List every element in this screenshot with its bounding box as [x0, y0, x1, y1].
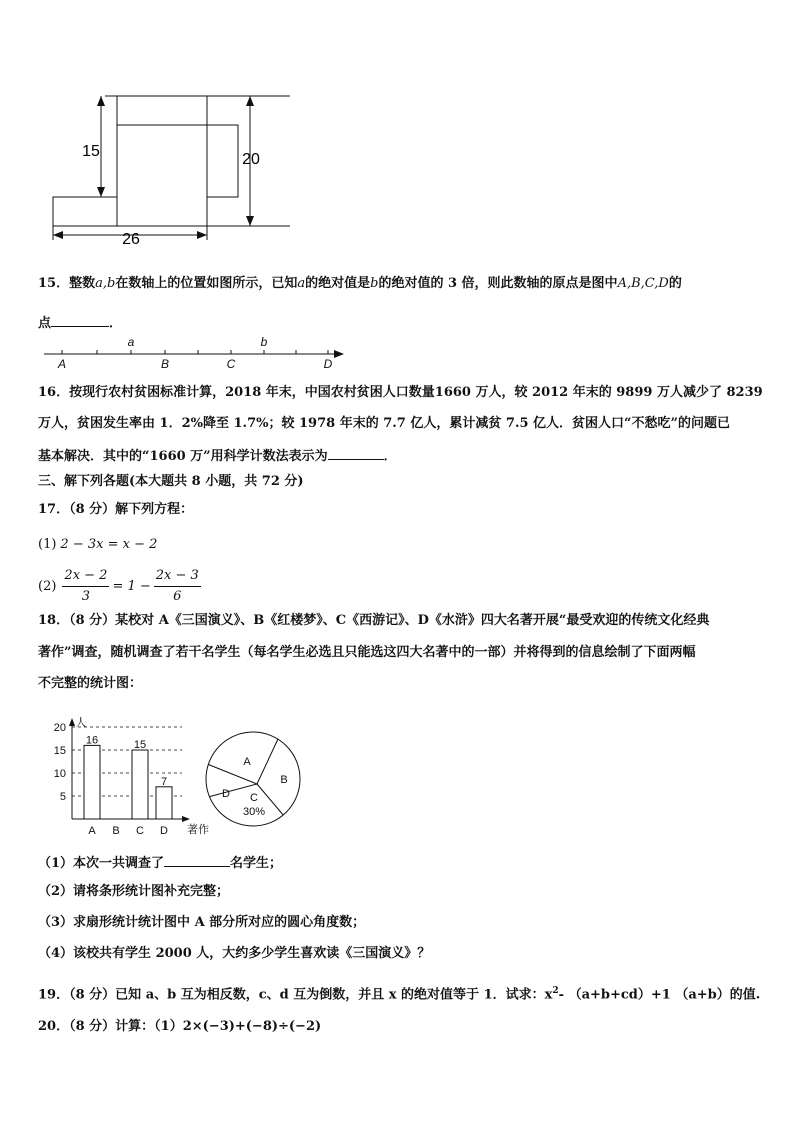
- q15-vars-ab: a,b: [95, 276, 116, 291]
- q15-text-e: 的: [668, 276, 682, 291]
- q15-line2-text: 点: [38, 316, 52, 331]
- q16-line2: 万人，贫困发生率由 1．2%降至 1.7%；较 1978 年末的 7.7 亿人，累计减贫 7.5 亿人．贫困人口“不愁吃”的问题已: [38, 416, 730, 431]
- q18-line2: 著作”调查，随机调查了若干名学生（每名学生必选且只能选这四大名著中的一部）并将得到的信息绘制了下面两幅: [38, 645, 696, 660]
- pie-label-A: A: [243, 756, 251, 768]
- rectangle-diagram: [45, 90, 305, 250]
- q15-text-b: 在数轴上的位置如图所示，已知: [115, 276, 298, 291]
- q16-end: ．: [383, 449, 397, 464]
- q19-text-a: 19．（8 分）已知 a、b 互为相反数，c、d 互为倒数，并且 x 的绝对值等于 1．试求：x: [38, 987, 553, 1003]
- q17-eq1-label: (1): [38, 537, 57, 552]
- q18-sub4: （4）该校共有学生 2000 人，大约多少学生喜欢读《三国演义》？: [38, 946, 431, 961]
- q16-line3: [38, 445, 397, 467]
- q15-text-c: 的绝对值是: [305, 276, 371, 291]
- q17-equation-1: [38, 535, 157, 555]
- bar-D: [156, 787, 172, 819]
- q15-answer-blank[interactable]: [51, 312, 109, 327]
- y-axis-arrow: [69, 718, 75, 726]
- q15-number: 15．: [38, 276, 70, 291]
- q16-line1: 16．按现行农村贫困标准计算，2018 年末，中国农村贫困人口数量1660 万人，较 2012 年末的 9899 万人减少了 8239: [38, 385, 763, 400]
- q18-line1: 18．（8 分）某校对 A《三国演义》、B《红楼梦》、C《西游记》、D《水浒》四大名著开展“最受欢迎的传统文化经典: [38, 613, 710, 628]
- pie-value-C: 30%: [242, 806, 266, 818]
- q15-var-b: b: [370, 276, 379, 291]
- q17-eq1: 2 − 3x = x − 2: [60, 537, 158, 552]
- q15-text-d: 的绝对值的 3 倍，则此数轴的原点是图中: [378, 276, 618, 291]
- y-tick-20: 20: [53, 722, 66, 734]
- q17-eq2-label: (2): [38, 578, 57, 594]
- q16-answer-blank[interactable]: [328, 445, 384, 460]
- pie-chart: [202, 728, 304, 830]
- q15-end: ．: [109, 316, 123, 331]
- bar-A: [84, 745, 100, 819]
- axis-label-B: B: [160, 357, 170, 371]
- axis-label-C: C: [226, 357, 236, 371]
- q18-sub2: （2）请将条形统计图补充完整；: [38, 884, 230, 899]
- axis-label-D: D: [323, 357, 333, 371]
- x-tick-D: D: [160, 825, 168, 837]
- q15-line2: [38, 312, 122, 334]
- x-axis-label: 著作: [187, 824, 209, 836]
- q18-sub1: [38, 852, 282, 874]
- q15-line1: [38, 274, 682, 294]
- q17-eq2-mid: = 1 −: [112, 578, 151, 594]
- x-tick-B: B: [112, 825, 120, 837]
- section-3-heading: 三、解下列各题(本大题共 8 小题，共 72 分): [38, 474, 304, 489]
- bar-label-C: 15: [133, 739, 147, 751]
- q19-text-b: - （a+b+cd）+1 （a+b）的值.: [558, 987, 761, 1003]
- bar-C: [132, 750, 148, 819]
- q16-line3-text: 基本解决．其中的“1660 万”用科学计数法表示为: [38, 449, 328, 464]
- label-26: 26: [122, 231, 140, 248]
- y-tick-5: 5: [59, 791, 66, 803]
- x-tick-A: A: [88, 825, 96, 837]
- label-15: 15: [82, 143, 100, 160]
- bar-label-A: 16: [85, 734, 99, 747]
- q15-var-a: a: [297, 276, 306, 291]
- bar-chart: [40, 716, 215, 841]
- y-tick-15: 15: [53, 745, 66, 757]
- bar-label-D: 7: [160, 775, 168, 788]
- q20-text: 20．（8 分）计算：（1）2×(−3)+(−8)÷(−2): [38, 1019, 322, 1034]
- q18-sub1-end: 名学生；: [230, 856, 283, 871]
- q18-answer-blank[interactable]: [164, 852, 230, 867]
- y-axis-label: 人: [75, 717, 87, 729]
- q15-text-a: 整数: [69, 276, 96, 291]
- q17-fraction-2: $\frac{2x - 3}{6}$: [155, 568, 199, 604]
- y-tick-10: 10: [53, 768, 66, 780]
- label-20: 20: [242, 151, 260, 168]
- axis-label-a: a: [127, 335, 135, 349]
- pie-label-C: C: [250, 792, 258, 804]
- q15-choices: A,B,C,D: [617, 276, 669, 291]
- q19-text: [38, 981, 760, 1005]
- axis-label-b: b: [260, 335, 268, 349]
- q17-fraction-1: $\frac{2x - 2}{3}$: [64, 568, 108, 604]
- q17-title: 17．（8 分）解下列方程：: [38, 502, 194, 517]
- number-line: [40, 334, 350, 374]
- pie-label-D: D: [222, 788, 230, 800]
- x-tick-C: C: [136, 825, 144, 837]
- axis-label-A: A: [57, 357, 67, 371]
- q18-line3: 不完整的统计图：: [38, 676, 143, 691]
- q18-sub3: （3）求扇形统计统计图中 A 部分所对应的圆心角度数；: [38, 915, 366, 930]
- q19-exponent: 2: [552, 986, 559, 996]
- x-axis-arrow: [182, 816, 190, 822]
- q18-sub1-text: （1）本次一共调查了: [38, 856, 165, 871]
- pie-label-B: B: [280, 774, 288, 786]
- q17-equation-2: [38, 566, 201, 607]
